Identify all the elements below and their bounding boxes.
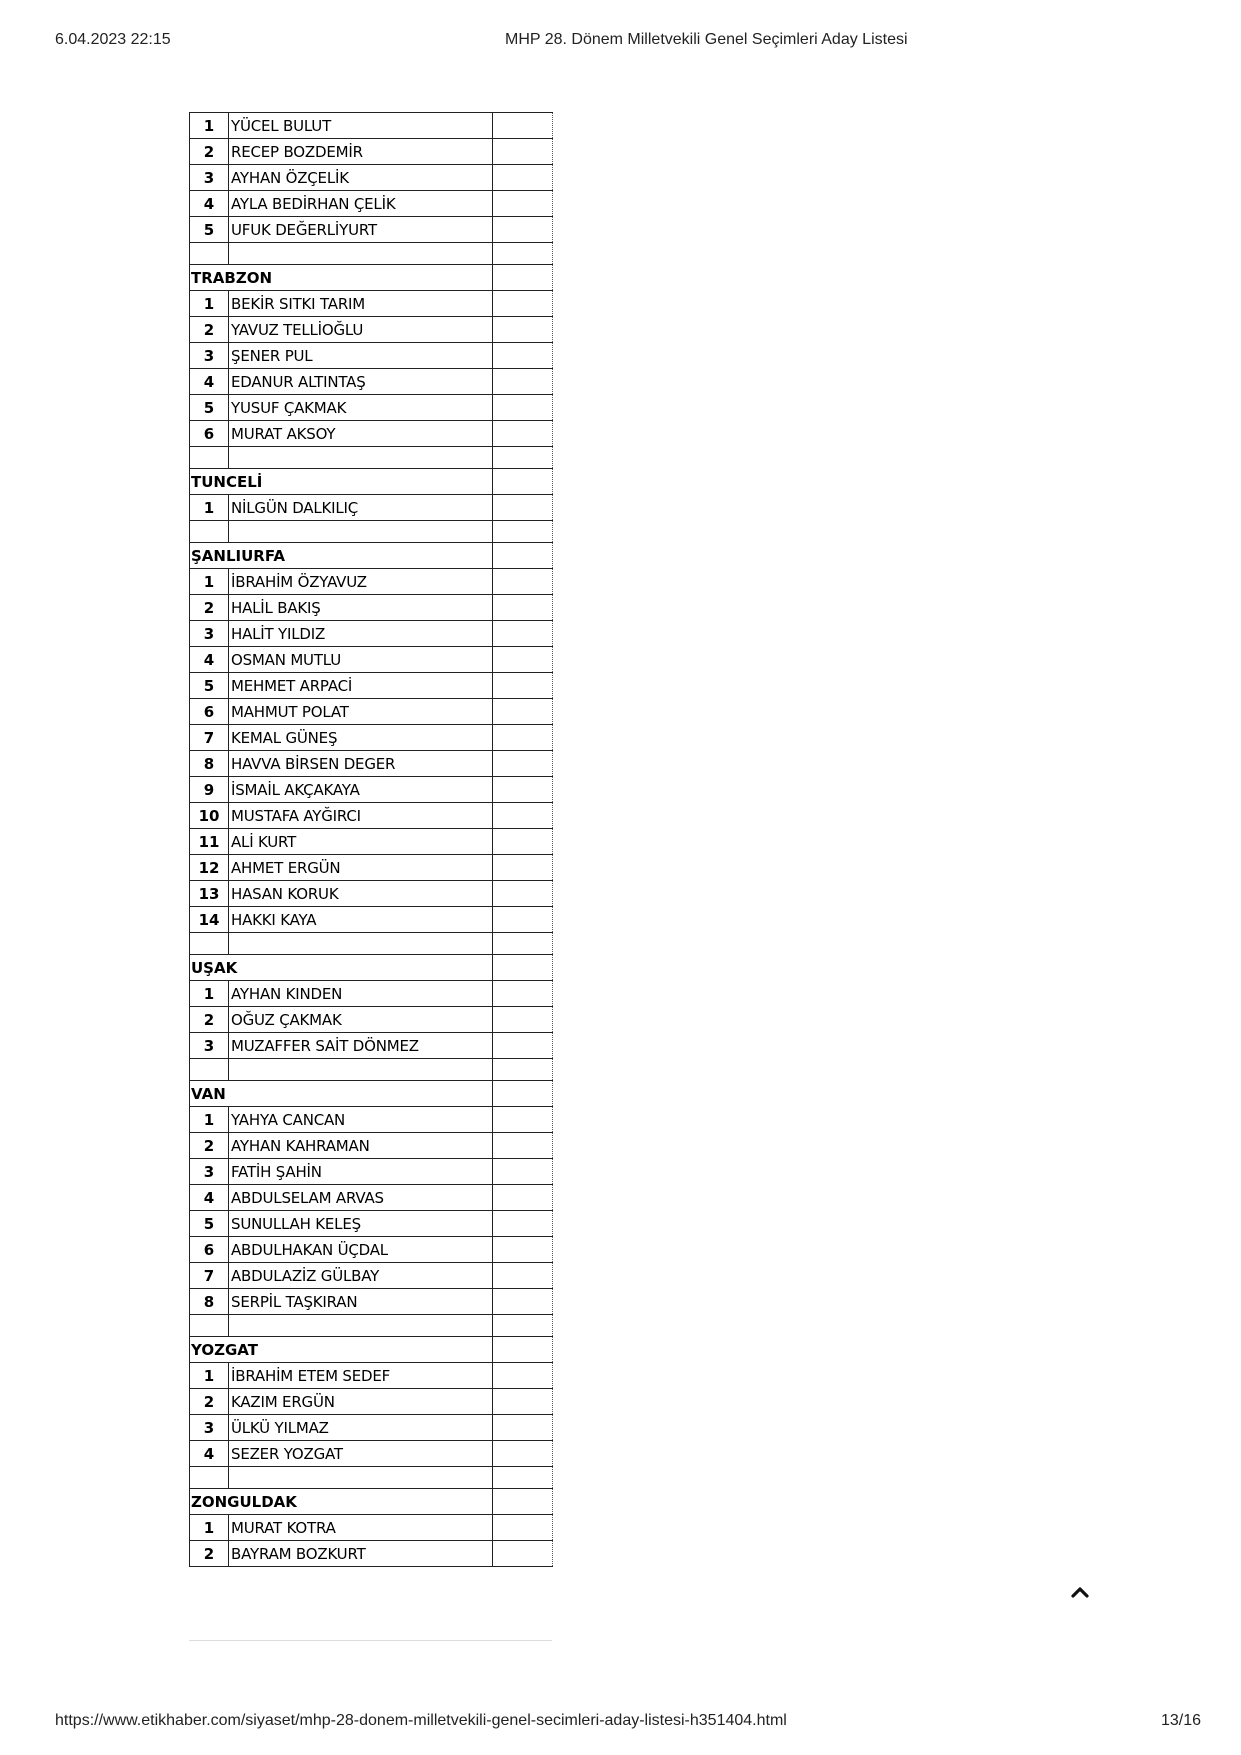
candidate-row (190, 165, 553, 191)
province-header-row (190, 265, 553, 291)
empty-cell (229, 1059, 493, 1081)
candidate-name: AYHAN ÖZÇELİK (229, 165, 493, 191)
empty-cell (493, 1133, 553, 1159)
empty-cell (493, 1289, 553, 1315)
candidate-name: MURAT AKSOY (229, 421, 493, 447)
empty-cell (493, 673, 553, 699)
empty-cell (493, 165, 553, 191)
candidate-name: HALİL BAKIŞ (229, 595, 493, 621)
empty-cell (190, 447, 229, 469)
candidate-row (190, 1107, 553, 1133)
empty-cell (493, 139, 553, 165)
candidate-number: 5 (190, 673, 229, 699)
candidate-row (190, 829, 553, 855)
candidate-number: 5 (190, 395, 229, 421)
candidate-number: 2 (190, 139, 229, 165)
table-bottom-divider (189, 1640, 552, 1641)
spacer-row (190, 1315, 553, 1337)
page-number: 13/16 (1160, 1712, 1201, 1729)
page-url: https://www.etikhaber.com/siyaset/mhp-28-donem-milletvekili-genel-secimleri-aday-listesi-h351404.html (55, 1712, 787, 1729)
candidate-row (190, 803, 553, 829)
province-name: TRABZON (190, 265, 493, 291)
candidate-number: 2 (190, 1541, 229, 1567)
candidate-name: YÜCEL BULUT (229, 113, 493, 139)
candidate-number: 6 (190, 421, 229, 447)
candidate-number: 4 (190, 647, 229, 673)
candidate-name: MUZAFFER SAİT DÖNMEZ (229, 1033, 493, 1059)
candidate-row (190, 647, 553, 673)
candidate-row (190, 777, 553, 803)
candidate-list-table (189, 112, 553, 1567)
candidate-number: 3 (190, 343, 229, 369)
candidate-row (190, 395, 553, 421)
candidate-row (190, 1363, 553, 1389)
candidate-number: 4 (190, 1185, 229, 1211)
candidate-name: KEMAL GÜNEŞ (229, 725, 493, 751)
candidate-number: 1 (190, 113, 229, 139)
spacer-row (190, 1059, 553, 1081)
empty-cell (229, 243, 493, 265)
empty-cell (493, 907, 553, 933)
province-header-row (190, 1489, 553, 1515)
province-name: YOZGAT (190, 1337, 493, 1363)
empty-cell (493, 1467, 553, 1489)
candidate-list-body (190, 113, 553, 1567)
candidate-name: AHMET ERGÜN (229, 855, 493, 881)
province-name: ZONGULDAK (190, 1489, 493, 1515)
candidate-row (190, 1159, 553, 1185)
province-header-row (190, 1081, 553, 1107)
candidate-number: 1 (190, 1107, 229, 1133)
spacer-row (190, 243, 553, 265)
candidate-number: 3 (190, 621, 229, 647)
empty-cell (493, 855, 553, 881)
candidate-row (190, 495, 553, 521)
candidate-row (190, 981, 553, 1007)
candidate-row (190, 1515, 553, 1541)
candidate-number: 1 (190, 1515, 229, 1541)
candidate-name: AYLA BEDİRHAN ÇELİK (229, 191, 493, 217)
candidate-row (190, 1033, 553, 1059)
empty-cell (493, 803, 553, 829)
province-header-row (190, 543, 553, 569)
candidate-row (190, 673, 553, 699)
candidate-row (190, 1389, 553, 1415)
candidate-name: HASAN KORUK (229, 881, 493, 907)
empty-cell (190, 521, 229, 543)
candidate-name: HALİT YILDIZ (229, 621, 493, 647)
empty-cell (493, 621, 553, 647)
empty-cell (493, 495, 553, 521)
candidate-number: 8 (190, 1289, 229, 1315)
candidate-number: 2 (190, 1007, 229, 1033)
empty-cell (493, 1059, 553, 1081)
empty-cell (493, 543, 553, 569)
province-header-row (190, 955, 553, 981)
candidate-name: ABDULSELAM ARVAS (229, 1185, 493, 1211)
candidate-number: 4 (190, 191, 229, 217)
empty-cell (493, 217, 553, 243)
candidate-number: 2 (190, 1389, 229, 1415)
candidate-row (190, 1541, 553, 1567)
empty-cell (229, 933, 493, 955)
empty-cell (493, 1159, 553, 1185)
province-header-row (190, 469, 553, 495)
empty-cell (190, 1467, 229, 1489)
empty-cell (493, 881, 553, 907)
candidate-name: ÜLKÜ YILMAZ (229, 1415, 493, 1441)
empty-cell (493, 1363, 553, 1389)
candidate-number: 8 (190, 751, 229, 777)
candidate-row (190, 855, 553, 881)
empty-cell (493, 113, 553, 139)
candidate-number: 9 (190, 777, 229, 803)
candidate-row (190, 421, 553, 447)
candidate-number: 3 (190, 1415, 229, 1441)
empty-cell (493, 369, 553, 395)
empty-cell (493, 955, 553, 981)
empty-cell (493, 981, 553, 1007)
candidate-name: ABDULAZİZ GÜLBAY (229, 1263, 493, 1289)
empty-cell (493, 243, 553, 265)
candidate-name: UFUK DEĞERLİYURT (229, 217, 493, 243)
candidate-name: EDANUR ALTINTAŞ (229, 369, 493, 395)
empty-cell (190, 933, 229, 955)
candidate-row (190, 1289, 553, 1315)
candidate-number: 1 (190, 569, 229, 595)
candidate-number: 4 (190, 369, 229, 395)
province-name: UŞAK (190, 955, 493, 981)
candidate-number: 1 (190, 291, 229, 317)
print-header (55, 31, 1186, 53)
empty-cell (190, 1315, 229, 1337)
chevron-up-icon (1066, 1578, 1094, 1606)
candidate-number: 2 (190, 1133, 229, 1159)
empty-cell (493, 191, 553, 217)
candidate-row (190, 1263, 553, 1289)
empty-cell (190, 243, 229, 265)
candidate-number: 3 (190, 1033, 229, 1059)
province-name: ŞANLIURFA (190, 543, 493, 569)
candidate-row (190, 1237, 553, 1263)
candidate-row (190, 1211, 553, 1237)
candidate-name: BAYRAM BOZKURT (229, 1541, 493, 1567)
candidate-row (190, 569, 553, 595)
empty-cell (493, 1237, 553, 1263)
empty-cell (493, 569, 553, 595)
scroll-to-top-button[interactable] (1066, 1578, 1094, 1606)
candidate-number: 5 (190, 217, 229, 243)
candidate-number: 1 (190, 981, 229, 1007)
empty-cell (493, 421, 553, 447)
empty-cell (493, 395, 553, 421)
candidate-row (190, 113, 553, 139)
candidate-row (190, 291, 553, 317)
candidate-number: 1 (190, 495, 229, 521)
empty-cell (493, 933, 553, 955)
candidate-name: SUNULLAH KELEŞ (229, 1211, 493, 1237)
candidate-name: MAHMUT POLAT (229, 699, 493, 725)
candidate-row (190, 725, 553, 751)
empty-cell (493, 595, 553, 621)
candidate-number: 13 (190, 881, 229, 907)
empty-cell (229, 447, 493, 469)
candidate-row (190, 191, 553, 217)
candidate-row (190, 317, 553, 343)
candidate-row (190, 217, 553, 243)
spacer-row (190, 447, 553, 469)
empty-cell (493, 469, 553, 495)
page-title: MHP 28. Dönem Milletvekili Genel Seçimleri Aday Listesi (505, 31, 908, 48)
candidate-number: 1 (190, 1363, 229, 1389)
candidate-row (190, 699, 553, 725)
candidate-row (190, 139, 553, 165)
candidate-row (190, 595, 553, 621)
empty-cell (493, 291, 553, 317)
candidate-name: FATİH ŞAHİN (229, 1159, 493, 1185)
empty-cell (493, 699, 553, 725)
candidate-name: SEZER YOZGAT (229, 1441, 493, 1467)
empty-cell (493, 521, 553, 543)
candidate-name: AYHAN KAHRAMAN (229, 1133, 493, 1159)
candidate-number: 11 (190, 829, 229, 855)
candidate-row (190, 1185, 553, 1211)
empty-cell (493, 1315, 553, 1337)
candidate-name: YAHYA CANCAN (229, 1107, 493, 1133)
candidate-name: İBRAHİM ÖZYAVUZ (229, 569, 493, 595)
candidate-row (190, 1007, 553, 1033)
candidate-row (190, 343, 553, 369)
empty-cell (493, 317, 553, 343)
candidate-name: HAVVA BİRSEN DEGER (229, 751, 493, 777)
empty-cell (493, 1211, 553, 1237)
candidate-name: ABDULHAKAN ÜÇDAL (229, 1237, 493, 1263)
empty-cell (493, 777, 553, 803)
candidate-name: RECEP BOZDEMİR (229, 139, 493, 165)
empty-cell (493, 751, 553, 777)
candidate-row (190, 751, 553, 777)
candidate-name: OĞUZ ÇAKMAK (229, 1007, 493, 1033)
candidate-number: 3 (190, 165, 229, 191)
print-datetime: 6.04.2023 22:15 (55, 31, 171, 48)
candidate-name: İSMAİL AKÇAKAYA (229, 777, 493, 803)
empty-cell (493, 1337, 553, 1363)
candidate-row (190, 621, 553, 647)
candidate-name: MEHMET ARPACİ (229, 673, 493, 699)
candidate-number: 14 (190, 907, 229, 933)
candidate-row (190, 1441, 553, 1467)
empty-cell (493, 1515, 553, 1541)
spacer-row (190, 1467, 553, 1489)
empty-cell (493, 647, 553, 673)
candidate-name: HAKKI KAYA (229, 907, 493, 933)
empty-cell (190, 1059, 229, 1081)
candidate-name: AYHAN KINDEN (229, 981, 493, 1007)
candidate-number: 3 (190, 1159, 229, 1185)
empty-cell (493, 1489, 553, 1515)
empty-cell (493, 1185, 553, 1211)
province-header-row (190, 1337, 553, 1363)
empty-cell (229, 521, 493, 543)
spacer-row (190, 521, 553, 543)
empty-cell (493, 1007, 553, 1033)
empty-cell (493, 1415, 553, 1441)
candidate-number: 6 (190, 1237, 229, 1263)
empty-cell (493, 1541, 553, 1567)
empty-cell (493, 1107, 553, 1133)
province-name: TUNCELİ (190, 469, 493, 495)
empty-cell (493, 1389, 553, 1415)
print-footer (55, 1712, 1201, 1734)
candidate-row (190, 881, 553, 907)
empty-cell (493, 265, 553, 291)
province-name: VAN (190, 1081, 493, 1107)
candidate-row (190, 1415, 553, 1441)
spacer-row (190, 933, 553, 955)
candidate-name: MUSTAFA AYĞIRCI (229, 803, 493, 829)
candidate-number: 2 (190, 595, 229, 621)
candidate-number: 6 (190, 699, 229, 725)
candidate-name: NİLGÜN DALKILIÇ (229, 495, 493, 521)
empty-cell (493, 447, 553, 469)
empty-cell (493, 1033, 553, 1059)
candidate-name: KAZIM ERGÜN (229, 1389, 493, 1415)
empty-cell (493, 1081, 553, 1107)
candidate-number: 2 (190, 317, 229, 343)
candidate-name: İBRAHİM ETEM SEDEF (229, 1363, 493, 1389)
candidate-name: YUSUF ÇAKMAK (229, 395, 493, 421)
candidate-name: YAVUZ TELLİOĞLU (229, 317, 493, 343)
candidate-name: BEKİR SITKI TARIM (229, 291, 493, 317)
empty-cell (493, 1263, 553, 1289)
candidate-name: MURAT KOTRA (229, 1515, 493, 1541)
candidate-number: 4 (190, 1441, 229, 1467)
candidate-number: 7 (190, 1263, 229, 1289)
candidate-name: OSMAN MUTLU (229, 647, 493, 673)
candidate-name: SERPİL TAŞKIRAN (229, 1289, 493, 1315)
candidate-row (190, 1133, 553, 1159)
empty-cell (493, 1441, 553, 1467)
empty-cell (493, 343, 553, 369)
candidate-number: 5 (190, 1211, 229, 1237)
empty-cell (493, 725, 553, 751)
candidate-number: 10 (190, 803, 229, 829)
candidate-name: ŞENER PUL (229, 343, 493, 369)
candidate-name: ALİ KURT (229, 829, 493, 855)
empty-cell (229, 1315, 493, 1337)
empty-cell (493, 829, 553, 855)
candidate-number: 12 (190, 855, 229, 881)
empty-cell (229, 1467, 493, 1489)
candidate-row (190, 369, 553, 395)
candidate-row (190, 907, 553, 933)
candidate-number: 7 (190, 725, 229, 751)
